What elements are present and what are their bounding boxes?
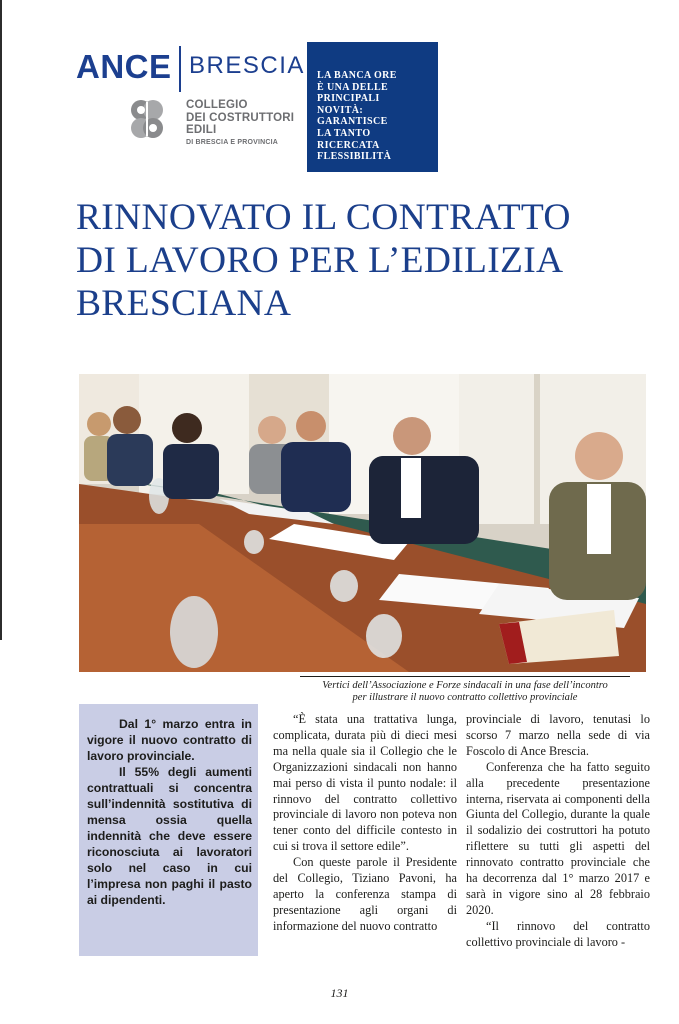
summary-box — [79, 704, 258, 956]
caption-line-1: Vertici dell’Associazione e Forze sindacali in una fase dell’incontro — [322, 680, 608, 691]
body-column-1 — [273, 712, 457, 935]
collegio-name: COLLEGIO DEI COSTRUTTORI EDILI DI BRESCIA E PROVINCIA — [186, 99, 295, 146]
logo-divider — [179, 46, 181, 92]
caption-rule — [300, 676, 630, 677]
meeting-photo — [79, 374, 646, 672]
ance-brescia-logo — [76, 44, 305, 148]
body-paragraph: Con queste parole il Presidente del Collegio, Tiziano Pavoni, ha aperto la conferenza stampa di presentazione agli organi di informazione del nuovo contratto — [273, 855, 457, 933]
callout-box — [307, 42, 438, 172]
collegio-emblem-icon — [124, 98, 170, 142]
body-paragraph: “Il rinnovo del contratto collettivo provinciale di lavoro - — [466, 918, 650, 949]
article-title: RINNOVATO IL CONTRATTO DI LAVORO PER L’EDILIZIA BRESCIANA — [76, 197, 571, 324]
body-paragraph: Conferenza che ha fatto seguito alla precedente presentazione interna, riservata ai componenti della Giunta del Collegio, durante la quale il sodalizio dei costruttori ha potuto riflettere su tutti gli aspetti del rinnovato contratto provinciale che ha decorrenza dal 1° marzo 2017 e sarà in vigore sino al 28 febbraio 2020. — [466, 759, 650, 917]
logo-city-text: BRESCIA — [189, 52, 305, 79]
body-paragraph: “È stata una trattativa lunga, complicata, durata più di dieci mesi ma nella quale sia il Collegio che le Organizzazioni sindacali non hanno mai perso di vista il punto nodale: il rinnovo del contratto collettivo provinciale di lavoro non poteva non tener conto del difficile contesto in cui si trova il settore edile”. — [273, 712, 457, 854]
body-paragraph: provinciale di lavoro, tenutasi lo scorso 7 marzo nella sede di via Foscolo di Ance Brescia. — [466, 712, 650, 758]
callout-text: LA BANCA ORE È UNA DELLE PRINCIPALI NOVITÀ: GARANTISCE LA TANTO RICERCATA FLESSIBILITÀ — [317, 70, 397, 163]
summary-paragraph-2: Il 55% degli aumenti contrattuali si concentra sull’indennità sostitutiva di mensa ossia quella indennità che deve essere riconosciuta ai lavoratori solo nel caso in cui l’impresa non paghi il pasto ai dipendenti. — [87, 765, 252, 907]
page-edge-rule — [0, 0, 2, 640]
body-column-2 — [466, 712, 650, 951]
caption-line-2: per illustrare il nuovo contratto collettivo provinciale — [352, 692, 578, 703]
photo-caption — [300, 676, 630, 704]
page-number: 131 — [330, 986, 349, 1000]
logo-ance-text: ANCE — [76, 48, 172, 85]
summary-paragraph-1: Dal 1° marzo entra in vigore il nuovo contratto di lavoro provinciale. — [87, 717, 252, 763]
